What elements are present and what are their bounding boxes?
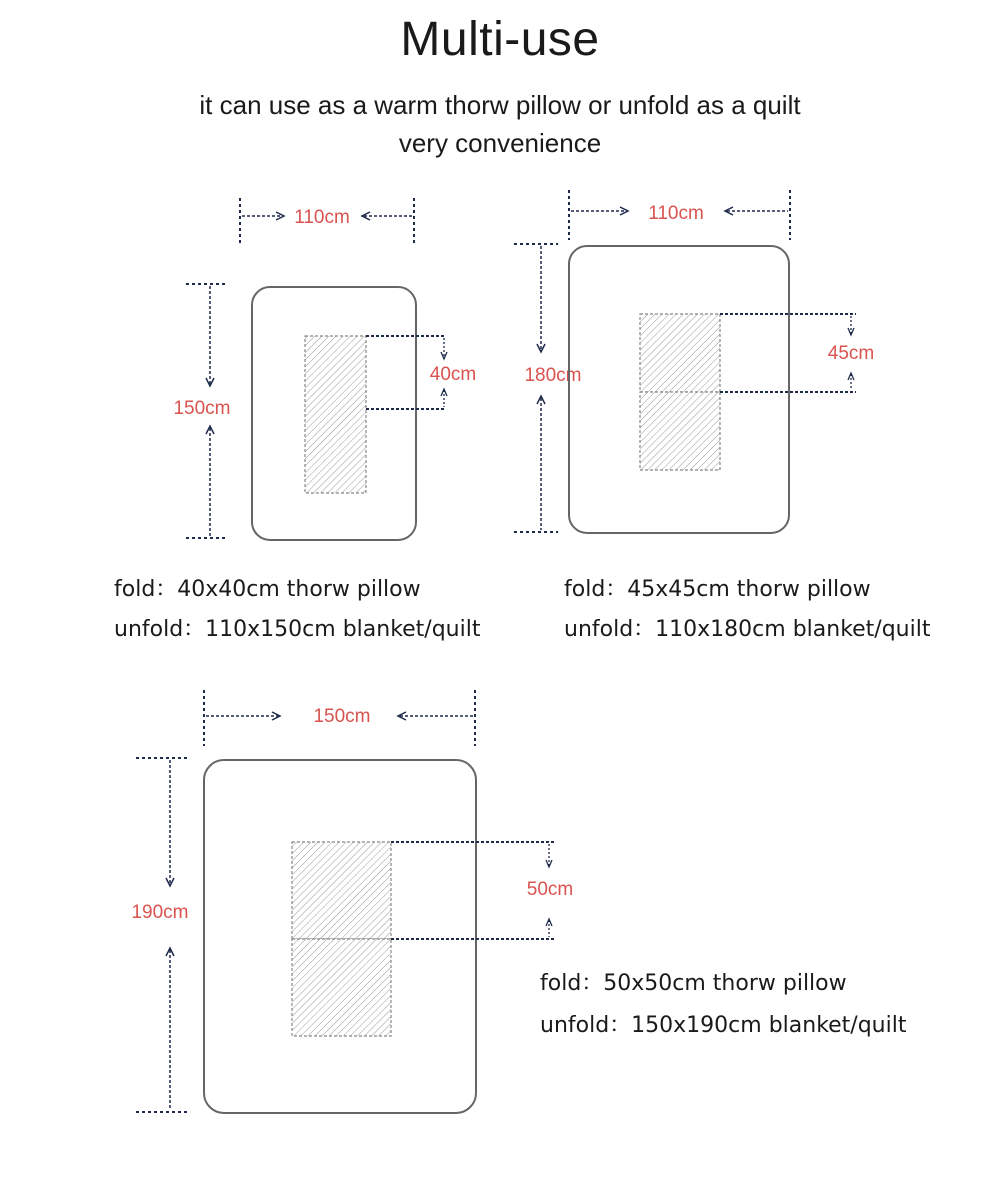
pillow-fold-top [640,314,720,392]
unfold-caption-1: unfold：110x150cm blanket/quilt [114,617,481,642]
diagram-3 [131,690,573,1113]
pillow-fold [305,336,366,493]
page-title: Multi-use [400,13,600,66]
pillow-fold-bottom [640,392,720,470]
subtitle-line-1: it can use as a warm thorw pillow or unfold as a quilt [199,90,801,120]
pillow-label: 40cm [429,364,477,385]
unfold-caption-3: unfold：150x190cm blanket/quilt [540,1013,907,1038]
unfold-caption-2: unfold：110x180cm blanket/quilt [564,617,931,642]
height-label: 180cm [524,365,582,386]
height-label: 150cm [173,398,231,419]
width-label: 110cm [648,203,704,224]
fold-caption-1: fold：40x40cm thorw pillow [114,577,421,602]
pillow-fold-bottom [292,939,391,1036]
diagram-1 [173,198,476,540]
fold-caption-3: fold：50x50cm thorw pillow [540,971,847,996]
subtitle-line-2: very convenience [398,128,602,158]
pillow-fold-top [292,842,391,939]
pillow-label: 50cm [526,879,574,900]
height-label: 190cm [131,902,189,923]
pillow-label: 45cm [827,343,875,364]
width-label: 150cm [313,706,371,727]
fold-caption-2: fold：45x45cm thorw pillow [564,577,871,602]
diagram-2 [514,190,874,533]
width-label: 110cm [294,207,350,228]
